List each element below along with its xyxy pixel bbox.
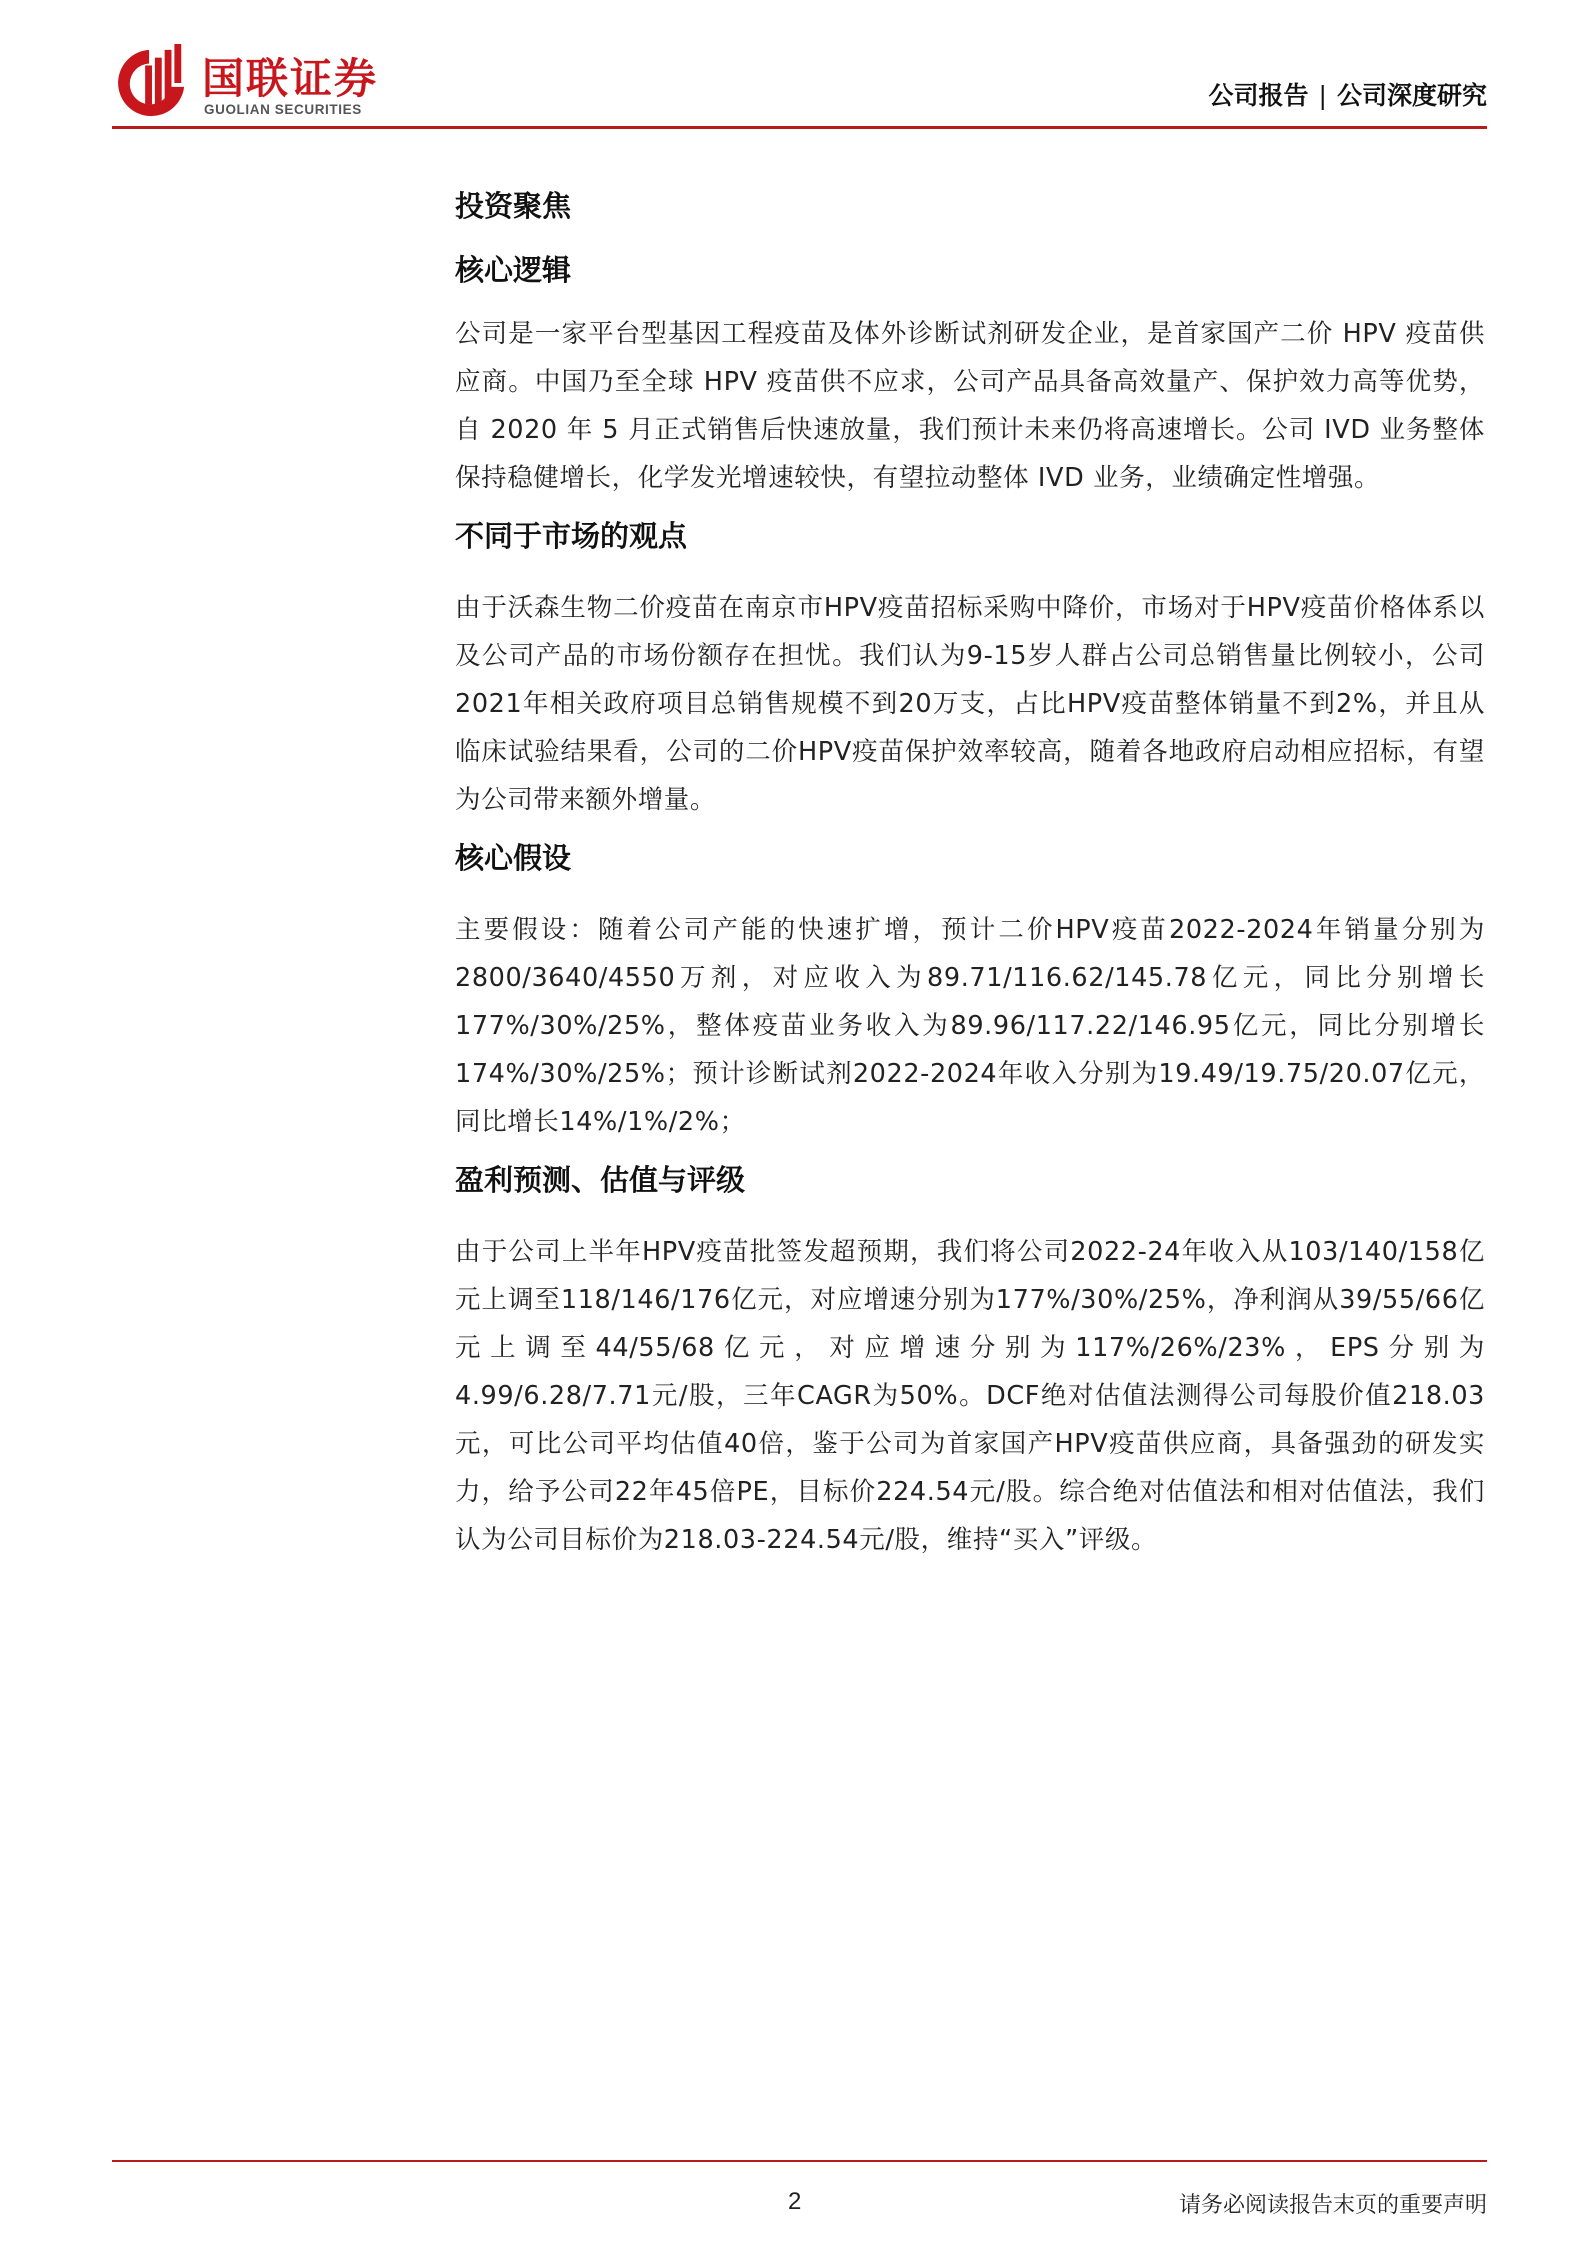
section-title-core-logic: 核心逻辑 xyxy=(455,253,572,287)
report-type-label xyxy=(1209,76,1487,112)
paragraph-core-assumptions: 主要假设：随着公司产能的快速扩增，预计二价HPV疫苗2022-2024年销量分别为2800/3640/4550万剂，对应收入为89.71/116.62/145.78亿元，同比分别增长177%/30%/25%，整体疫苗业务收入为89.96/117.22/146.95亿元，同比分别增长174%/30%/25%；预计诊断试剂2022-2024年收入分别为19.49/19.75/20.07亿元，同比增长14%/1%/2%； xyxy=(455,915,1485,1137)
section-title-forecast-valuation: 盈利预测、估值与评级 xyxy=(455,1163,746,1197)
logo-english-name: GUOLIAN SECURITIES xyxy=(204,102,362,117)
company-logo xyxy=(112,44,412,124)
section-title-core-assumptions: 核心假设 xyxy=(455,841,572,875)
paragraph-differing-view: 由于沃森生物二价疫苗在南京市HPV疫苗招标采购中降价，市场对于HPV疫苗价格体系以及公司产品的市场份额存在担忧。我们认为9-15岁人群占公司总销售量比例较小，公司2021年相关政府项目总销售规模不到20万支，占比HPV疫苗整体销量不到2%，并且从临床试验结果看，公司的二价HPV疫苗保护效率较高，随着各地政府启动相应招标，有望为公司带来额外增量。 xyxy=(455,593,1485,815)
section-title-differing-view: 不同于市场的观点 xyxy=(455,519,688,553)
page-header xyxy=(112,38,1487,126)
section-title-investment-focus: 投资聚焦 xyxy=(455,189,572,223)
header-divider xyxy=(112,126,1487,129)
report-body xyxy=(455,186,1485,1564)
header-separator: | xyxy=(1318,81,1327,110)
paragraph-forecast-valuation: 由于公司上半年HPV疫苗批签发超预期，我们将公司2022-24年收入从103/140/158亿元上调至118/146/176亿元，对应增速分别为177%/30%/25%，净利润从39/55/66亿元上调至44/55/68亿元，对应增速分别为117%/26%/23%，EPS分别为4.99/6.28/7.71元/股，三年CAGR为50%。DCF绝对估值法测得公司每股价值218.03元，可比公司平均估值40倍，鉴于公司为首家国产HPV疫苗供应商，具备强劲的研发实力，给予公司22年45倍PE，目标价224.54元/股。综合绝对估值法和相对估值法，我们认为公司目标价为218.03-224.54元/股，维持“买入”评级。 xyxy=(455,1237,1485,1555)
page-number: 2 xyxy=(788,2188,802,2215)
logo-chinese-name: 国联证券 xyxy=(202,54,379,103)
paragraph-core-logic: 公司是一家平台型基因工程疫苗及体外诊断试剂研发企业，是首家国产二价 HPV 疫苗供应商。中国乃至全球 HPV 疫苗供不应求，公司产品具备高效量产、保护效力高等优势，自 2020 年 5 月正式销售后快速放量，我们预计未来仍将高速增长。公司 IVD 业务整体保持稳健增长，化学发光增速较快，有望拉动整体 IVD 业务，业绩确定性增强。 xyxy=(455,319,1485,493)
footer-disclaimer: 请务必阅读报告末页的重要声明 xyxy=(1178,2193,1487,2218)
report-type: 公司报告 xyxy=(1208,81,1309,110)
footer-divider xyxy=(112,2160,1487,2162)
report-category: 公司深度研究 xyxy=(1336,81,1487,110)
logo-mark-icon xyxy=(112,44,190,122)
